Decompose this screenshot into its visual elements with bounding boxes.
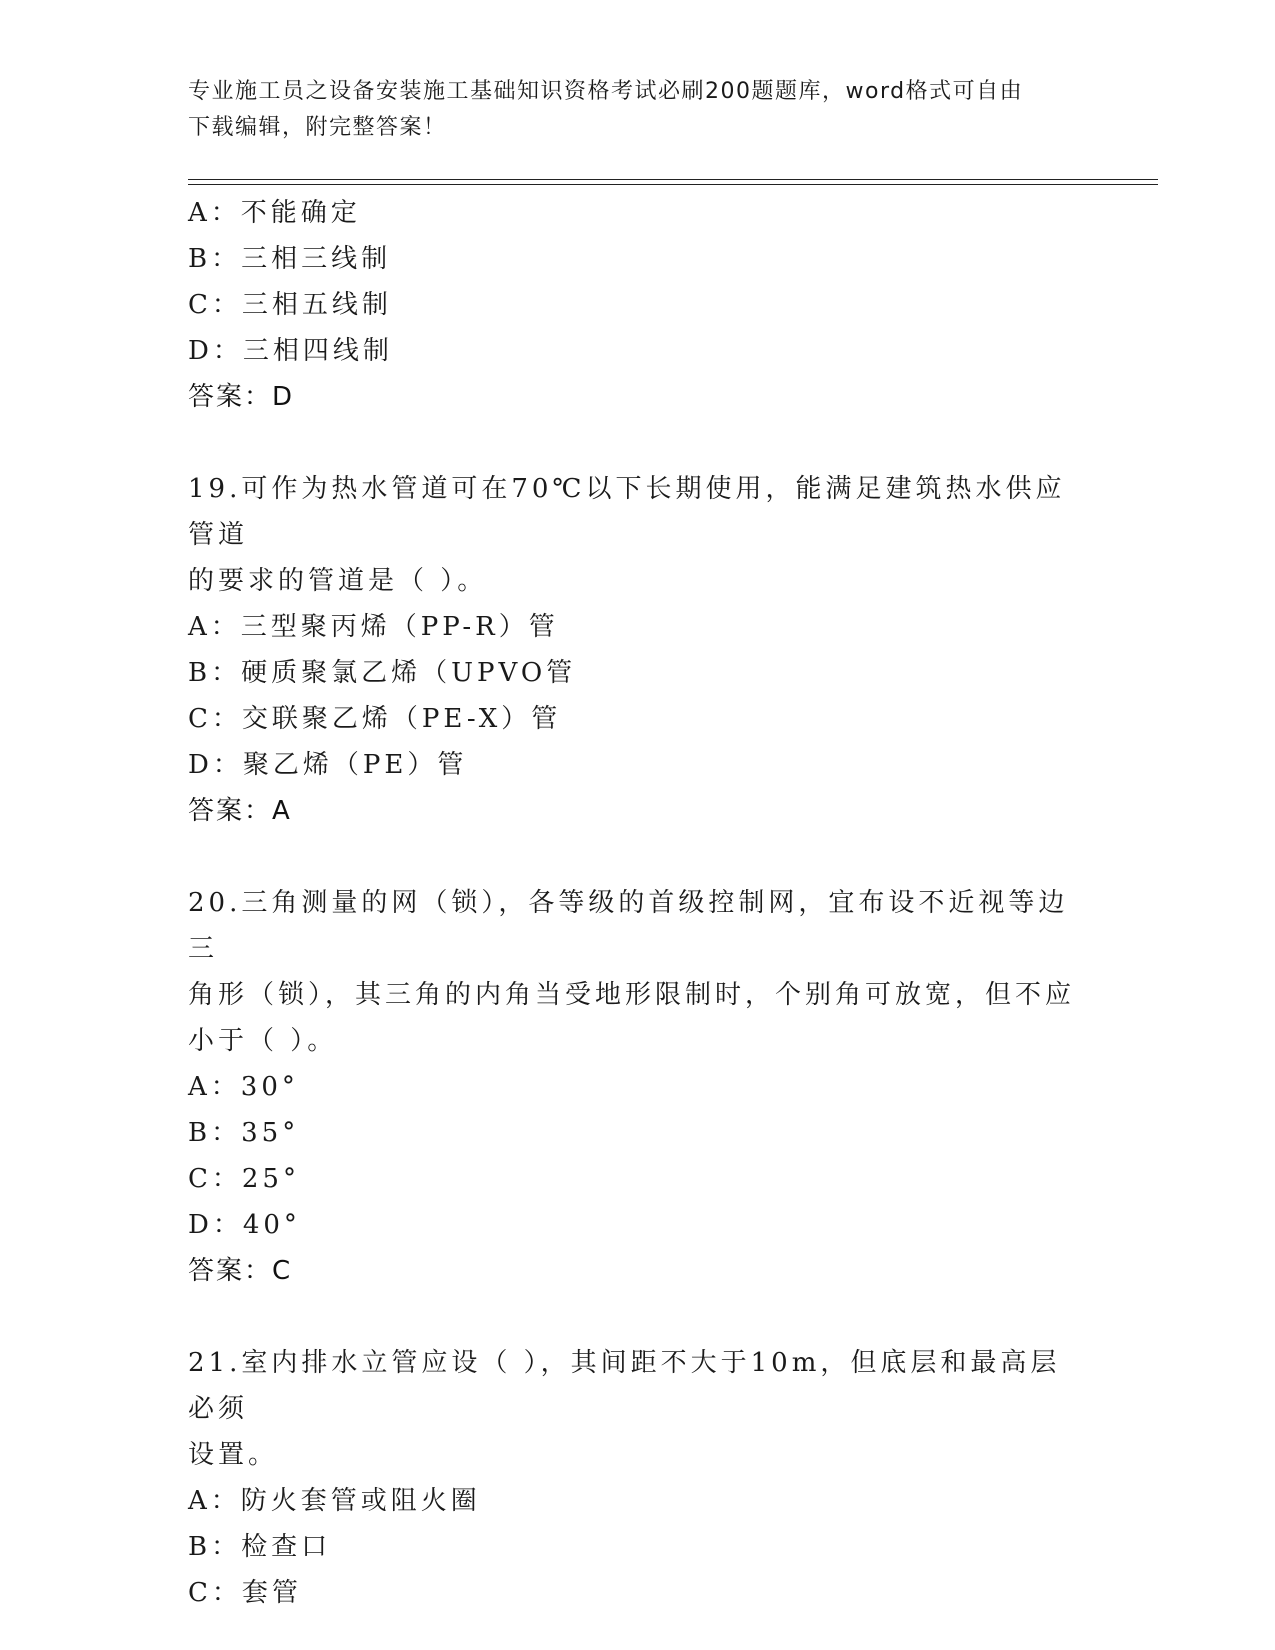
header-divider-bottom [188,184,1158,185]
option-c: C：三相五线制 [188,290,392,320]
option-b: B：35° [188,1118,300,1148]
option-d: D：40° [188,1210,301,1240]
option-a: A：三型聚丙烯（PP-R）管 [188,612,559,642]
document-header [188,74,1068,146]
answer-line: 答案：A [188,796,292,826]
option-a: A：30° [188,1072,299,1102]
question-stem-line-1: 20.三角测量的网（锁），各等级的首级控制网，宜布设不近视等边三 [188,888,1069,964]
question-stem-line-2: 角形（锁），其三角的内角当受地形限制时，个别角可放宽，但不应 [188,980,1076,1010]
option-c: C：25° [188,1164,300,1194]
question-stem-line-2: 的要求的管道是（ ）。 [188,566,488,596]
option-a: A：防火套管或阻火圈 [188,1486,481,1516]
option-c: C：交联聚乙烯（PE-X）管 [188,704,562,734]
header-line-2: 下载编辑，附完整答案！ [188,115,447,140]
question-stem-line-1: 19.可作为热水管道可在70℃以下长期使用，能满足建筑热水供应管道 [188,474,1066,550]
answer-line: 答案：C [188,1256,293,1286]
header-line-1: 专业施工员之设备安装施工基础知识资格考试必刷200题题库，word格式可自由 [188,79,1024,104]
option-c: C：套管 [188,1578,302,1608]
option-b: B：检查口 [188,1532,332,1562]
question-list [188,190,1088,1616]
option-b: B：三相三线制 [188,244,392,274]
option-a: A：不能确定 [188,198,361,228]
spacer [188,420,1088,466]
option-b: B：硬质聚氯乙烯（UPVO管 [188,658,577,688]
question-18 [188,190,1088,420]
question-stem-line-3: 小于（ ）。 [188,1026,338,1056]
question-21 [188,1340,1088,1616]
question-stem-line-1: 21.室内排水立管应设（ ），其间距不大于10m，但底层和最高层必须 [188,1348,1061,1424]
question-stem-line-2: 设置。 [188,1440,279,1470]
header-divider-top [188,179,1158,180]
question-20 [188,880,1088,1294]
option-d: D：三相四线制 [188,336,393,366]
spacer [188,1294,1088,1340]
question-19 [188,466,1088,834]
spacer [188,834,1088,880]
option-d: D：聚乙烯（PE）管 [188,750,468,780]
answer-line: 答案：D [188,382,295,412]
